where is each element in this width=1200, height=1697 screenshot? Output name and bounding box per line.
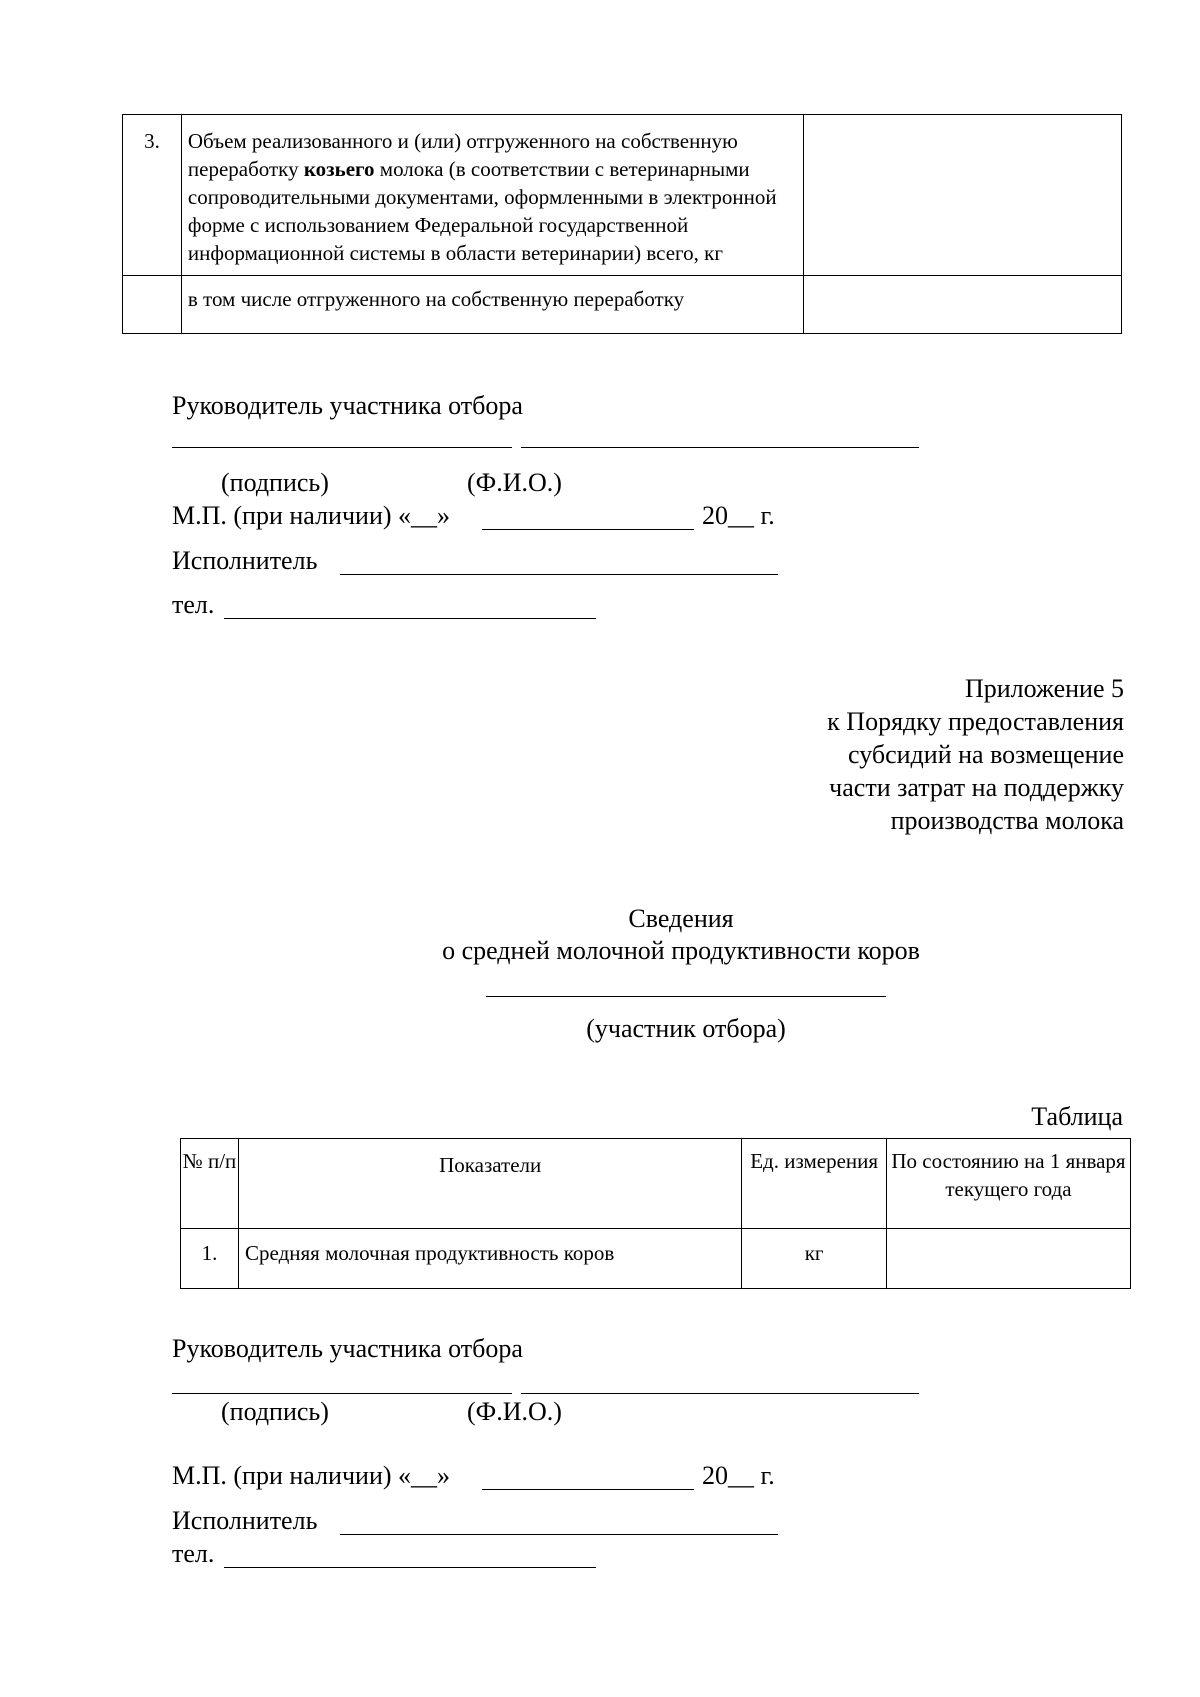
appendix-block: [827, 672, 1124, 837]
unit-cell: кг: [742, 1229, 887, 1289]
appendix-line: производства молока: [890, 806, 1124, 835]
table-row: [123, 276, 1122, 334]
date-month-line[interactable]: [482, 529, 694, 530]
phone-line[interactable]: [224, 1567, 596, 1568]
row-number: [123, 276, 182, 334]
fio-line[interactable]: [521, 447, 919, 448]
participant-caption: (участник отбора): [586, 1014, 786, 1043]
table-caption: Таблица: [1031, 1102, 1123, 1131]
stamp-date-label: М.П. (при наличии) «__»: [172, 1461, 451, 1490]
value-cell[interactable]: [886, 1229, 1130, 1289]
row-number: 1.: [181, 1229, 239, 1289]
signature-line[interactable]: [172, 447, 512, 448]
year-label: 20__ г.: [702, 1461, 775, 1490]
appendix-line: части затрат на поддержку: [829, 773, 1124, 802]
indicator-text-part: Объем реализованного и (или) отгруженного на собственную переработку: [187, 129, 738, 181]
phone-label: тел.: [172, 590, 215, 619]
indicator-cell: Средняя молочная продуктивность коров: [239, 1229, 742, 1289]
table-row: [123, 115, 1122, 276]
indicator-text-part: молока (в соответствии с ветеринарными сопроводительными документами, оформленными в электронной форме с использованием Федеральной государственной информационной системы в области ветеринарии) всего, кг: [187, 157, 777, 265]
table-header-row: [181, 1139, 1131, 1229]
year-label: 20__ г.: [702, 501, 775, 530]
table-row: [181, 1229, 1131, 1289]
fio-caption: (Ф.И.О.): [467, 468, 562, 497]
indicator-text-bold: козьего: [303, 157, 375, 181]
executor-label: Исполнитель: [172, 546, 318, 575]
indicator-text: [181, 115, 803, 276]
indicator-text: в том числе отгруженного на собственную переработку: [181, 276, 803, 334]
fio-line[interactable]: [521, 1393, 919, 1394]
stamp-date-label: М.П. (при наличии) «__»: [172, 501, 451, 530]
column-header: Показатели: [239, 1139, 742, 1229]
document-subtitle: о средней молочной продуктивности коров: [442, 936, 920, 965]
value-cell[interactable]: [803, 276, 1121, 334]
value-cell[interactable]: [803, 115, 1121, 276]
productivity-table: [180, 1138, 1131, 1289]
row-number: 3.: [123, 115, 182, 276]
phone-line[interactable]: [224, 618, 596, 619]
fio-caption: (Ф.И.О.): [467, 1397, 562, 1426]
appendix-line: к Порядку предоставления: [827, 707, 1124, 736]
signature-caption: (подпись): [221, 1397, 329, 1426]
executor-line[interactable]: [340, 1534, 778, 1535]
head-label: Руководитель участника отбора: [172, 391, 523, 420]
head-label: Руководитель участника отбора: [172, 1334, 523, 1363]
column-header: По состоянию на 1 января текущего года: [886, 1139, 1130, 1229]
signature-caption: (подпись): [221, 468, 329, 497]
participant-line[interactable]: [486, 996, 886, 997]
executor-line[interactable]: [340, 574, 778, 575]
column-header: № п/п: [181, 1139, 239, 1229]
column-header: Ед. измерения: [742, 1139, 887, 1229]
phone-label: тел.: [172, 1539, 215, 1568]
signature-line[interactable]: [172, 1393, 512, 1394]
date-month-line[interactable]: [482, 1489, 694, 1490]
appendix-line: субсидий на возмещение: [848, 740, 1124, 769]
appendix-line: Приложение 5: [964, 674, 1124, 703]
executor-label: Исполнитель: [172, 1506, 318, 1535]
document-title: Сведения: [628, 904, 734, 933]
volume-table: [122, 114, 1122, 334]
